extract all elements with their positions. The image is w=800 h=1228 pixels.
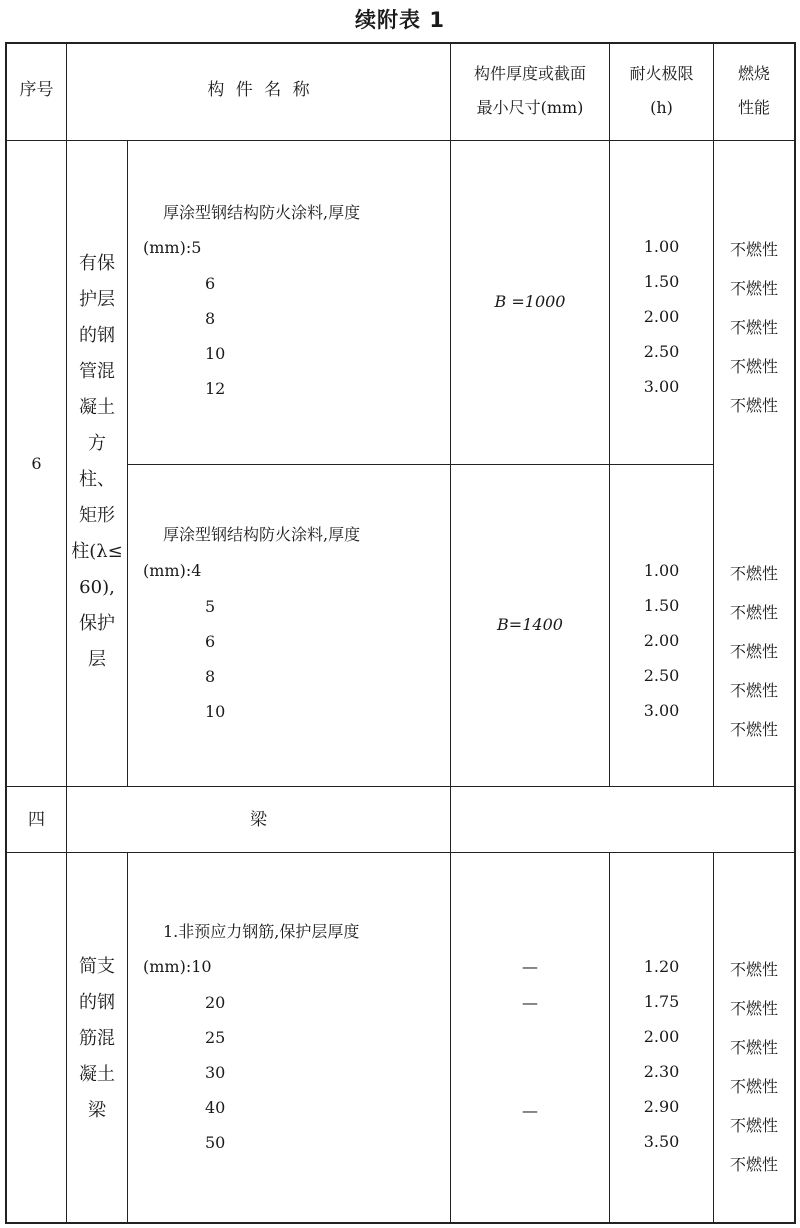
beam-desc-line2: (mm):10: [143, 957, 212, 976]
row6-g2-extra-list: [205, 597, 225, 721]
list-item: 1.50: [643, 596, 680, 615]
list-item: 20: [205, 993, 226, 1012]
list-item: 30: [205, 1063, 226, 1082]
list-item: —: [522, 957, 538, 976]
list-item: 不燃性: [729, 999, 778, 1018]
list-item: 不燃性: [729, 279, 778, 298]
list-item: 不燃性: [729, 1155, 778, 1174]
list-item: 1.00: [643, 237, 680, 256]
header-name: 构 件 名 称: [207, 80, 310, 100]
list-item: 1.75: [643, 992, 680, 1011]
list-item: 不燃性: [729, 357, 778, 376]
row6-group-name: 有保护层的钢管混凝土方柱、矩形柱(λ≤60),保护层: [71, 253, 123, 670]
col-subname-divider-a: [127, 140, 128, 786]
beam-desc-line1: 1.非预应力钢筋,保护层厚度: [163, 922, 360, 941]
col-seq-divider: [66, 42, 67, 1224]
row6-g1-desc-line2: (mm):5: [143, 238, 202, 257]
list-item: 不燃性: [729, 1038, 778, 1057]
list-item: 不燃性: [729, 681, 778, 700]
list-item: 3.50: [643, 1132, 680, 1151]
list-item: 50: [205, 1133, 226, 1152]
row6-g2-comb-list: [714, 561, 794, 740]
list-item: 不燃性: [729, 603, 778, 622]
section4-name: 梁: [250, 810, 267, 830]
header-comb-line1: 燃烧: [737, 64, 770, 83]
beam-thickness-list: [451, 957, 609, 1157]
row6-g1-comb-list: [714, 237, 794, 416]
list-item: 不燃性: [729, 1116, 778, 1135]
list-item: 12: [205, 379, 226, 398]
list-item: 10: [205, 702, 226, 721]
list-item: 5: [205, 597, 216, 616]
list-item: 40: [205, 1098, 226, 1117]
header-comb-line2: 性能: [737, 98, 770, 117]
list-item: 10: [205, 344, 226, 363]
header-thickness-line1: 构件厚度或截面: [473, 64, 586, 83]
header-seq: 序号: [19, 80, 54, 100]
list-item: 1.00: [643, 561, 680, 580]
list-item: 25: [205, 1028, 226, 1047]
header-thickness-line2: 最小尺寸(mm): [476, 98, 584, 117]
list-item: 3.00: [643, 377, 680, 396]
row6-g1-extra-list: [205, 274, 225, 398]
row6-seq: 6: [31, 454, 42, 473]
list-item: 不燃性: [729, 642, 778, 661]
list-item: 不燃性: [729, 960, 778, 979]
list-item: 不燃性: [729, 318, 778, 337]
list-item: 1.50: [643, 272, 680, 291]
list-item: 2.00: [643, 1027, 680, 1046]
header-divider: [5, 140, 796, 141]
list-item: 6: [205, 274, 216, 293]
list-item: 1.20: [643, 957, 680, 976]
header-fire-line1: 耐火极限: [629, 64, 694, 83]
row6-g2-thickness: B=1400: [497, 615, 563, 634]
beam-extra-list: [205, 993, 225, 1152]
list-item: 不燃性: [729, 240, 778, 259]
section4-bottom-divider: [5, 852, 796, 853]
list-item: 2.00: [643, 631, 680, 650]
section4-seq: 四: [28, 810, 45, 830]
list-item: 8: [205, 309, 216, 328]
list-item: 3.00: [643, 701, 680, 720]
list-item: 不燃性: [729, 720, 778, 739]
subgroup-divider: [127, 464, 713, 465]
beam-comb-list: [714, 957, 794, 1175]
table-title: 续附表 1: [355, 8, 445, 32]
list-item: 2.30: [643, 1062, 680, 1081]
list-item: 2.50: [643, 666, 680, 685]
row6-g1-desc-line1: 厚涂型钢结构防火涂料,厚度: [163, 203, 361, 222]
row6-g2-fire-list: [610, 561, 713, 720]
list-item: 不燃性: [729, 396, 778, 415]
beam-fire-list: [610, 957, 713, 1151]
header-fire-line2: (h): [650, 98, 673, 117]
list-item: 6: [205, 632, 216, 651]
row6-g2-desc-line1: 厚涂型钢结构防火涂料,厚度: [163, 525, 361, 544]
col-subname-divider-b: [127, 852, 128, 1224]
row6-g2-desc-line2: (mm):4: [143, 561, 202, 580]
list-item: 2.50: [643, 342, 680, 361]
list-item: 2.00: [643, 307, 680, 326]
list-item: 8: [205, 667, 216, 686]
row6-g1-fire-list: [610, 237, 713, 396]
list-item: 不燃性: [729, 564, 778, 583]
row6-g1-thickness: B =1000: [494, 292, 566, 311]
list-item: 2.90: [643, 1097, 680, 1116]
row6-bottom-divider: [5, 786, 796, 787]
list-item: 不燃性: [729, 1077, 778, 1096]
list-item: —: [522, 1101, 538, 1120]
list-item: —: [522, 993, 538, 1012]
beam-group-name: 简支的钢筋混凝土梁: [79, 956, 115, 1121]
